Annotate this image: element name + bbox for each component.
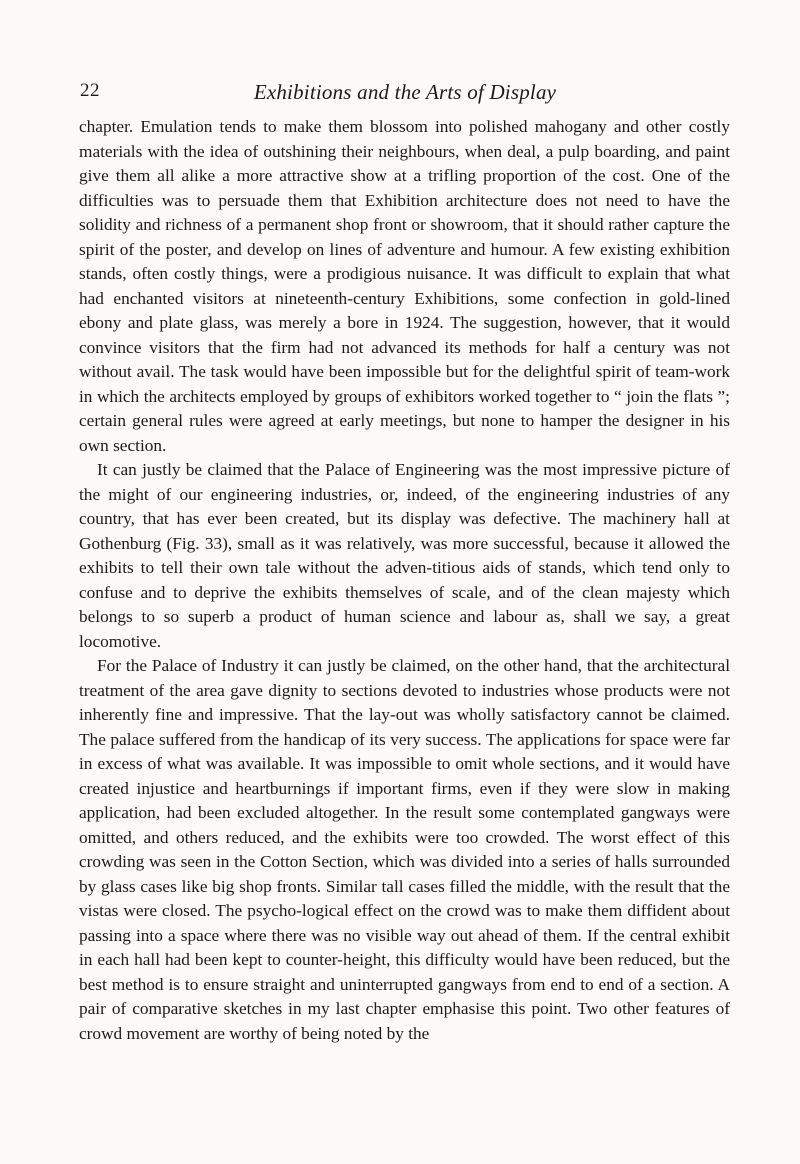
running-title: Exhibitions and the Arts of Display bbox=[253, 80, 557, 104]
paragraph-3: For the Palace of Industry it can justly be claimed, on the other hand, that the architectural treatment of the area gave dignity to sections devoted to industries whose products were not inherently fine and impressive. That the lay-out was wholly satisfactory cannot be claimed. The palace suffered from the handicap of its very success. The applications for space were far in excess of what was available. It was impossible to omit whole sections, and it would have created injustice and heartburnings if important firms, even if they were slow in making application, had been excluded altogether. In the result some contemplated gangways were omitted, and others reduced, and the exhibits were too crowded. The worst effect of this crowding was seen in the Cotton Section, which was divided into a series of halls surrounded by glass cases like big shop fronts. Similar tall cases filled the middle, with the result that the vistas were closed. The psycho-logical effect on the crowd was to make them diffident about passing into a space where there was no visible way out ahead of them. If the central exhibit in each hall had been kept to counter-height, this difficulty would have been reduced, but the best method is to ensure straight and uninterrupted gangways from end to end of a section. A pair of comparative sketches in my last chapter emphasise this point. Two other features of crowd movement are worthy of being noted by the bbox=[79, 656, 730, 1043]
paragraph-1: chapter. Emulation tends to make them blossom into polished mahogany and other costly materials with the idea of outshining their neighbours, when deal, a pulp boarding, and paint give them all alike a more attractive show at a trifling proportion of the cost. One of the difficulties was to persuade them that Exhibition architecture does not need to have the solidity and richness of a permanent shop front or showroom, that it should rather capture the spirit of the poster, and develop on lines of adventure and humour. A few existing exhibition stands, often costly things, were a prodigious nuisance. It was difficult to explain that what had enchanted visitors at nineteenth-century Exhibitions, some confection in gold-lined ebony and plate glass, was merely a bore in 1924. The suggestion, however, that it would convince visitors that the firm had not advanced its methods for half a century was not without avail. The task would have been impossible but for the delightful spirit of team-work in which the architects employed by groups of exhibitors worked together to “ join the flats ”; certain general rules were agreed at early meetings, but none to hamper the designer in his own section. bbox=[79, 117, 730, 455]
page-number: 22 bbox=[80, 80, 100, 101]
page-header bbox=[80, 80, 730, 108]
body-text bbox=[79, 115, 730, 1046]
paragraph-2: It can justly be claimed that the Palace of Engineering was the most impressive picture of the might of our engineering industries, or, indeed, of the engineering industries of any country, that has ever been created, but its display was defective. The machinery hall at Gothenburg (Fig. 33), small as it was relatively, was more successful, because it allowed the exhibits to tell their own tale without the adven-titious aids of stands, which tend only to confuse and to deprive the exhibits themselves of scale, and of the clean majesty which belongs to so superb a product of human science and labour as, shall we say, a great locomotive. bbox=[79, 460, 730, 651]
